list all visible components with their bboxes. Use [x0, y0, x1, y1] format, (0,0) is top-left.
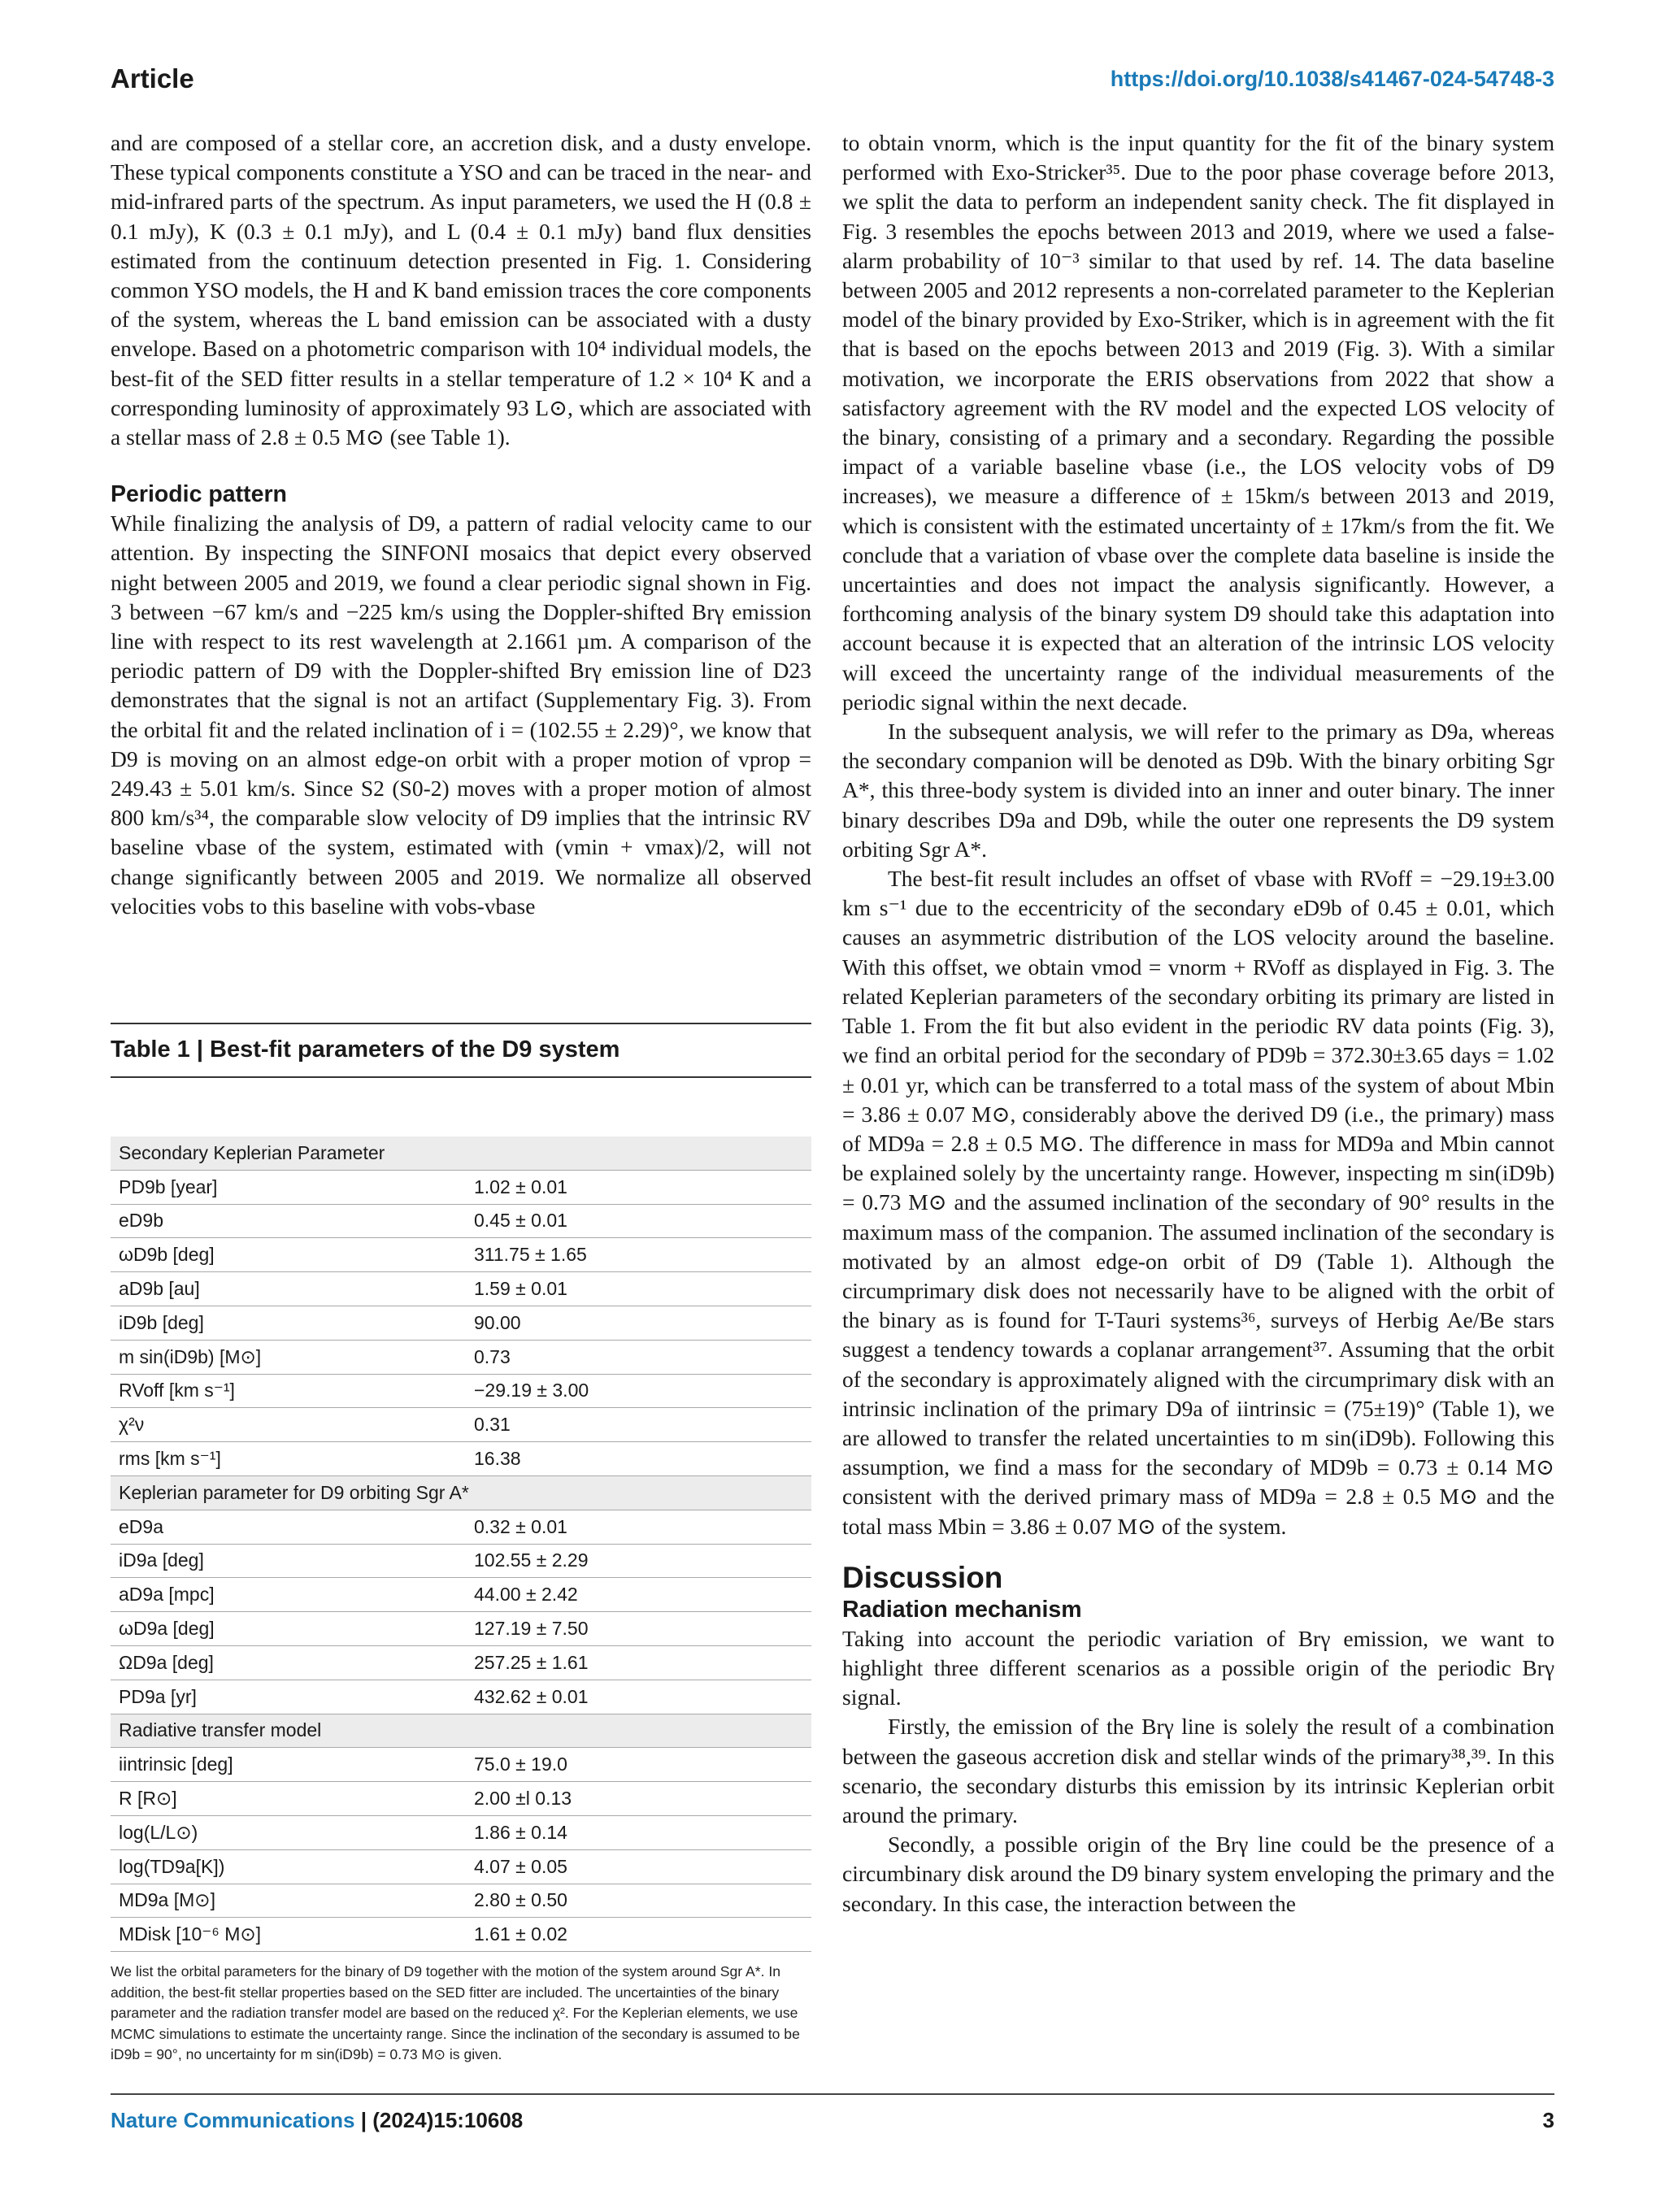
doi-link[interactable]: https://doi.org/10.1038/s41467-024-54748-3 — [1110, 67, 1554, 91]
param-name: iD9b [deg] — [111, 1306, 466, 1340]
scenario-two-paragraph: Secondly, a possible origin of the Brγ line could be the presence of a circumbinary disk around the D9 binary system enveloping the primary and the secondary. In this case, the interaction between the — [842, 1832, 1554, 1916]
table-row — [111, 1884, 811, 1918]
table-section-header — [111, 1136, 811, 1170]
table-row — [111, 1510, 811, 1544]
table-row — [111, 1544, 811, 1578]
param-name: R [R⊙] — [111, 1782, 466, 1816]
param-value: 2.80 ± 0.50 — [466, 1884, 811, 1918]
table-row — [111, 1645, 811, 1680]
param-value: 0.45 ± 0.01 — [466, 1204, 811, 1238]
param-name: ωD9a [deg] — [111, 1612, 466, 1646]
param-name: RVoff [km s⁻¹] — [111, 1374, 466, 1408]
table-title-rule — [111, 1076, 811, 1078]
param-name: iintrinsic [deg] — [111, 1748, 466, 1782]
section-label: Article — [111, 63, 194, 93]
param-value: 1.61 ± 0.02 — [466, 1918, 811, 1952]
param-value: 4.07 ± 0.05 — [466, 1849, 811, 1884]
table-row — [111, 1238, 811, 1272]
section-label: Keplerian parameter for D9 orbiting Sgr A* — [111, 1475, 811, 1510]
param-name: ωD9b [deg] — [111, 1238, 466, 1272]
param-value: 90.00 — [466, 1306, 811, 1340]
table-row — [111, 1815, 811, 1849]
table-row — [111, 1918, 811, 1952]
table-title: Table 1 | Best-fit parameters of the D9 system — [111, 1036, 620, 1063]
table-section-header — [111, 1475, 811, 1510]
heading-radiation-mechanism: Radiation mechanism — [842, 1596, 1082, 1623]
table-row — [111, 1680, 811, 1714]
param-name: log(L/L⊙) — [111, 1815, 466, 1849]
journal-citation: | (2024)15:10608 — [360, 2108, 524, 2132]
param-value: 432.62 ± 0.01 — [466, 1680, 811, 1714]
param-name: eD9a — [111, 1510, 466, 1544]
param-name: χ²ν — [111, 1408, 466, 1442]
scenario-one-paragraph: Firstly, the emission of the Brγ line is solely the result of a combination between the gaseous accretion disk and stellar winds of the primary³⁸,³⁹. In this scenario, the secondary disturbs this emission by its intrinsic Keplerian orbit around the primary. — [842, 1714, 1554, 1827]
table-row — [111, 1204, 811, 1238]
table-row — [111, 1306, 811, 1340]
heading-periodic-pattern: Periodic pattern — [111, 481, 287, 508]
mass-paragraph: The best-fit result includes an offset of vbase with RVoff = −29.19±3.00 km s⁻¹ due to the eccentricity of the secondary eD9b of 0.45 ± 0.01, which causes an asymmetric distribution of the LOS velocity around the baseline. With this offset, we obtain vmod = vnorm + RVoff as displayed in Fig. 3. The related Keplerian parameters of the secondary orbiting its primary are listed in Table 1. From the fit but also evident in the periodic RV data points (Fig. 3), we find an orbital period for the secondary of PD9b = 372.30±3.65 days = 1.02 ± 0.01 yr, which can be transferred to a total mass of the system of about Mbin = 3.86 ± 0.07 M⊙, considerably above the derived D9 (i.e., the primary) mass of MD9a = 2.8 ± 0.5 M⊙. The difference in mass for MD9a and Mbin cannot be explained solely by the uncertainty range. However, inspecting m sin(iD9b) = 0.73 M⊙ and the assumed inclination of the secondary of 90° results in the maximum mass of the companion. The assumed inclination of the secondary is motivated by an almost edge-on orbit of D9 (Table 1). Although the circumprimary disk does not necessarily have to be aligned with the orbit of the binary as is found for T-Tauri systems³⁶, surveys of Herbig Ae/Be stars suggest a tendency towards a coplanar arrangement³⁷. Assuming that the orbit of the secondary is approximately aligned with the circumprimary disk with an intrinsic inclination of the primary D9a of iintrinsic = (75±19)° (Table 1), we are allowed to transfer the related uncertainties to m sin(iD9b). Following this assumption, we find a mass for the secondary of MD9b = 0.73 ± 0.14 M⊙ consistent with the derived primary mass of MD9a = 2.8 ± 0.5 M⊙ and the total mass Mbin = 3.86 ± 0.07 M⊙ of the system. — [842, 866, 1554, 1539]
param-name: aD9a [mpc] — [111, 1578, 466, 1612]
param-name: MDisk [10⁻⁶ M⊙] — [111, 1918, 466, 1952]
param-value: 1.02 ± 0.01 — [466, 1170, 811, 1204]
page-footer — [111, 2093, 1554, 2133]
param-value: 257.25 ± 1.61 — [466, 1645, 811, 1680]
param-value: 311.75 ± 1.65 — [466, 1238, 811, 1272]
param-value: 1.86 ± 0.14 — [466, 1815, 811, 1849]
param-name: rms [km s⁻¹] — [111, 1442, 466, 1476]
periodic-paragraph: While finalizing the analysis of D9, a pattern of radial velocity came to our attention. By inspecting the SINFONI mosaics that depict every observed night between 2005 and 2019, we found a clear periodic signal shown in Fig. 3 between −67 km/s and −225 km/s using the Doppler-shifted Brγ emission line with respect to its rest wavelength at 2.1661 µm. A comparison of the periodic pattern of D9 with the Doppler-shifted Brγ emission line of D23 demonstrates that the signal is not an artifact (Supplementary Fig. 3). From the orbital fit and the related inclination of i = (102.55 ± 2.29)°, we know that D9 is moving on an almost edge-on orbit with a proper motion of vprop = 249.43 ± 5.01 km/s. Since S2 (S0-2) moves with a proper motion of almost 800 km/s³⁴, the comparable slow velocity of D9 implies that the intrinsic RV baseline vbase of the system, estimated with (vmin + vmax)/2, will not change significantly between 2005 and 2019. We normalize all observed velocities vobs to this baseline with vobs-vbase — [111, 511, 811, 919]
fit-paragraph: to obtain vnorm, which is the input quantity for the fit of the binary system performed with Exo-Stricker³⁵. Due to the poor phase coverage before 2013, we split the data to perform an independent sanity check. The fit displayed in Fig. 3 resembles the epochs between 2013 and 2019, where we used a false-alarm probability of 10⁻³ similar to that used by ref. 14. The data baseline between 2005 and 2012 represents a non-correlated parameter to the Keplerian model of the binary provided by Exo-Striker, which is in agreement with the fit that is based on the epochs between 2013 and 2019 (Fig. 3). With a similar motivation, we incorporate the ERIS observations from 2022 that show a satisfactory agreement with the RV model and the expected LOS velocity of the binary, consisting of a primary and a secondary. Regarding the possible impact of a variable baseline vbase (i.e., the LOS velocity vobs of D9 increases), we measure a difference of ± 15km/s between 2013 and 2019, which is consistent with the estimated uncertainty of ± 17km/s from the fit. We conclude that a variation of vbase over the complete data baseline is inside the uncertainties and does not impact the analysis significantly. However, a forthcoming analysis of the binary system D9 should take this adaptation into account because it is expected that an alteration of the intrinsic LOS velocity will exceed the uncertainty range of the individual measurements of the periodic signal within the next decade. — [842, 130, 1554, 715]
param-value: 75.0 ± 19.0 — [466, 1748, 811, 1782]
param-value: 0.73 — [466, 1340, 811, 1374]
intro-paragraph: and are composed of a stellar core, an accretion disk, and a dusty envelope. These typical components constitute a YSO and can be traced in the near- and mid-infrared parts of the spectrum. As input parameters, we used the H (0.8 ± 0.1 mJy), K (0.3 ± 0.1 mJy), and L (0.4 ± 0.1 mJy) band flux densities estimated from the continuum detection presented in Fig. 1. Considering common YSO models, the H and K band emission traces the core components of the system, whereas the L band emission can be associated with a dusty envelope. Based on a photometric comparison with 10⁴ individual models, the best-fit of the SED fitter results in a stellar temperature of 1.2 × 10⁴ K and a corresponding luminosity of approximately 93 L⊙, which are associated with a stellar mass of 2.8 ± 0.5 M⊙ (see Table 1). — [111, 130, 811, 450]
param-value: 16.38 — [466, 1442, 811, 1476]
section-label: Radiative transfer model — [111, 1714, 811, 1748]
param-name: m sin(iD9b) [M⊙] — [111, 1340, 466, 1374]
table-row — [111, 1442, 811, 1476]
right-column — [842, 128, 1554, 1919]
param-value: 1.59 ± 0.01 — [466, 1272, 811, 1306]
heading-discussion: Discussion — [842, 1560, 1003, 1594]
param-value: −29.19 ± 3.00 — [466, 1374, 811, 1408]
table-row — [111, 1340, 811, 1374]
param-value: 0.31 — [466, 1408, 811, 1442]
page-header — [111, 63, 1554, 96]
table-row — [111, 1782, 811, 1816]
table-row — [111, 1578, 811, 1612]
table-row — [111, 1612, 811, 1646]
table-row — [111, 1272, 811, 1306]
param-name: log(TD9a[K]) — [111, 1849, 466, 1884]
param-value: 102.55 ± 2.29 — [466, 1544, 811, 1578]
left-column — [111, 128, 811, 921]
param-value: 44.00 ± 2.42 — [466, 1578, 811, 1612]
table-row — [111, 1408, 811, 1442]
table-footnote: We list the orbital parameters for the binary of D9 together with the motion of the system around Sgr A*. In addition, the best-fit stellar properties based on the SED fitter are included. The uncertainties of the binary parameter and the radiation transfer model are based on the reduced χ². For the Keplerian elements, we use MCMC simulations to estimate the uncertainty range. Since the inclination of the secondary is assumed to be iD9b = 90°, no uncertainty for m sin(iD9b) = 0.73 M⊙ is given. — [111, 1963, 800, 2063]
section-label: Secondary Keplerian Parameter — [111, 1136, 811, 1170]
journal-name[interactable]: Nature Communications — [111, 2108, 355, 2132]
param-value: 2.00 ±l 0.13 — [466, 1782, 811, 1816]
param-value: 0.32 ± 0.01 — [466, 1510, 811, 1544]
table-row — [111, 1374, 811, 1408]
table-1 — [111, 1023, 811, 2066]
table-row — [111, 1849, 811, 1884]
table-row — [111, 1170, 811, 1204]
table-body — [111, 1136, 811, 1952]
param-name: MD9a [M⊙] — [111, 1884, 466, 1918]
table-row — [111, 1748, 811, 1782]
page-number: 3 — [1542, 2108, 1554, 2132]
param-name: PD9b [year] — [111, 1170, 466, 1204]
param-value: 127.19 ± 7.50 — [466, 1612, 811, 1646]
param-name: PD9a [yr] — [111, 1680, 466, 1714]
scenarios-paragraph: Taking into account the periodic variation of Brγ emission, we want to highlight three different scenarios as a possible origin of the periodic Brγ signal. — [842, 1625, 1554, 1710]
naming-paragraph: In the subsequent analysis, we will refer to the primary as D9a, whereas the secondary companion will be denoted as D9b. With the binary orbiting Sgr A*, this three-body system is divided into an inner and outer binary. The inner binary describes D9a and D9b, while the outer one represents the D9 system orbiting Sgr A*. — [842, 719, 1554, 862]
param-name: aD9b [au] — [111, 1272, 466, 1306]
param-name: eD9b — [111, 1204, 466, 1238]
param-name: ΩD9a [deg] — [111, 1645, 466, 1680]
table-section-header — [111, 1714, 811, 1748]
param-name: iD9a [deg] — [111, 1544, 466, 1578]
